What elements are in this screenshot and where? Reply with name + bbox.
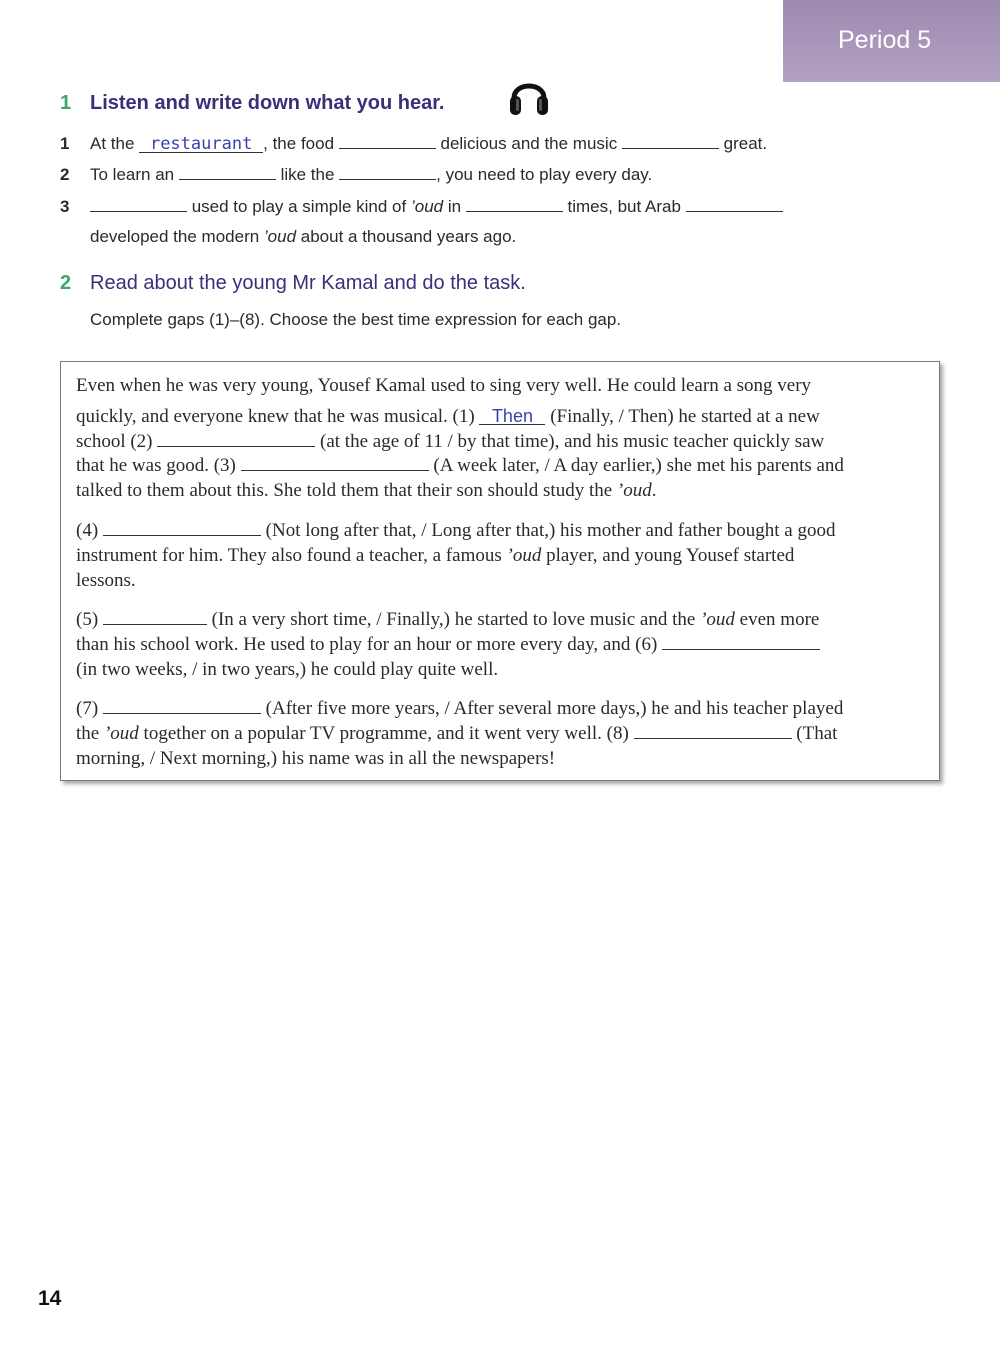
text-line <box>76 430 926 455</box>
text-line <box>76 697 926 722</box>
text-segment: (at the age of 11 / by that time), and his music teacher quickly saw <box>315 430 825 452</box>
answer-blank[interactable] <box>686 195 783 212</box>
text-segment: (7) <box>76 698 103 719</box>
exercise-1-item-3-cont <box>90 227 516 247</box>
item-text: used to play a simple kind of <box>187 197 411 216</box>
exercise-2-number: 2 <box>60 272 72 294</box>
item-text: like the <box>275 165 340 184</box>
text-segment: (Finally, / Then) he started at a new <box>545 405 820 427</box>
item-number: 3 <box>60 197 70 216</box>
gap-8-blank[interactable] <box>634 723 792 739</box>
text-italic: ’oud <box>103 722 139 744</box>
text-segment: (That <box>791 722 838 744</box>
item-text: To learn an <box>90 165 179 184</box>
text-line <box>76 454 926 479</box>
item-text: , you need to play every day. <box>436 165 653 184</box>
answer-blank[interactable] <box>339 132 436 149</box>
exercise-1-item-1 <box>60 132 767 154</box>
exercise-1-title: Listen and write down what you hear. <box>90 92 445 114</box>
paragraph-1 <box>76 374 926 504</box>
paragraph-4 <box>76 697 926 771</box>
text-segment: the <box>76 722 104 744</box>
item-text: in <box>443 197 466 216</box>
text-line <box>76 544 926 569</box>
text-line <box>76 633 926 658</box>
item-text: developed the modern <box>90 227 264 246</box>
gap-7-blank[interactable] <box>103 698 261 714</box>
exercise-1-heading <box>60 92 445 115</box>
text-italic: ’oud <box>616 480 652 502</box>
page-number: 14 <box>38 1287 62 1310</box>
answer-blank[interactable] <box>622 132 719 149</box>
text-segment: player, and young Yousef started <box>541 544 795 566</box>
item-number: 2 <box>60 165 70 184</box>
period-label: Period 5 <box>838 26 932 54</box>
text-segment: quickly, and everyone knew that he was musical. (1) <box>76 405 480 427</box>
text-line: morning, / Next morning,) his name was in all the newspapers! <box>76 747 556 769</box>
text-line <box>76 405 926 430</box>
headphones-icon <box>508 72 550 118</box>
exercise-1-item-2 <box>60 163 652 185</box>
text-segment: (In a very short time, / Finally,) he started to love music and the <box>206 609 701 630</box>
item-number: 1 <box>60 134 70 153</box>
text-line: (in two weeks, / in two years,) he could play quite well. <box>76 658 499 680</box>
text-segment: instrument for him. They also found a teacher, a famous <box>76 544 507 566</box>
text-segment: (After five more years, / After several more days,) he and his teacher played <box>260 698 844 719</box>
text-segment: school (2) <box>76 430 158 452</box>
exercise-1-item-3 <box>60 195 783 217</box>
item-text: At the <box>90 134 140 153</box>
text-line <box>76 608 926 633</box>
item-text: great. <box>718 134 768 153</box>
text-segment: talked to them about this. She told them that their son should study the <box>76 480 617 502</box>
text-segment: (4) <box>76 520 103 541</box>
text-italic: ’oud <box>506 544 542 566</box>
text-italic: ’oud <box>700 609 735 630</box>
text-segment: than his school work. He used to play for an hour or more every day, and (6) <box>76 633 663 655</box>
text-segment: even more <box>734 609 820 630</box>
item-text: , the food <box>263 134 339 153</box>
period-tab <box>783 0 1000 82</box>
text-line: Even when he was very young, Yousef Kamal used to sing very well. He could learn a song very <box>76 375 812 396</box>
gap-6-blank[interactable] <box>662 634 820 650</box>
gap-4-blank[interactable] <box>103 520 261 536</box>
answer-blank[interactable] <box>90 195 187 212</box>
exercise-2-title: Read about the young Mr Kamal and do the task. <box>90 272 526 294</box>
answer-field-restaurant[interactable]: restaurant <box>139 136 263 153</box>
text-segment: (Not long after that, / Long after that,) his mother and father bought a good <box>260 520 836 541</box>
paragraph-3 <box>76 608 926 682</box>
exercise-2-instruction: Complete gaps (1)–(8). Choose the best time expression for each gap. <box>90 310 622 329</box>
gap-5-blank[interactable] <box>103 609 207 625</box>
exercise-1-number: 1 <box>60 92 72 114</box>
answer-blank[interactable] <box>179 163 276 180</box>
text-segment: . <box>651 480 657 502</box>
text-line <box>76 519 926 544</box>
text-line: lessons. <box>76 569 136 591</box>
text-segment: together on a popular TV programme, and it went very well. (8) <box>138 722 634 744</box>
text-segment: (A week later, / A day earlier,) she met his parents and <box>428 455 844 477</box>
item-text-italic: ’oud <box>410 197 444 216</box>
gap-2-blank[interactable] <box>157 431 315 447</box>
answer-blank[interactable] <box>339 163 436 180</box>
item-text: about a thousand years ago. <box>296 227 517 246</box>
text-segment: (5) <box>76 609 103 630</box>
text-line <box>76 722 926 747</box>
answer-blank[interactable] <box>466 195 563 212</box>
gap-1-answer[interactable]: Then <box>479 408 545 425</box>
text-segment: that he was good. (3) <box>76 455 241 477</box>
item-text: delicious and the music <box>435 134 622 153</box>
text-line <box>76 479 926 504</box>
gap-3-blank[interactable] <box>241 455 429 471</box>
reading-text-box <box>60 361 940 781</box>
item-text: times, but Arab <box>562 197 686 216</box>
paragraph-2 <box>76 519 926 593</box>
exercise-2-heading <box>60 272 526 295</box>
item-text-italic: ’oud <box>263 227 297 246</box>
